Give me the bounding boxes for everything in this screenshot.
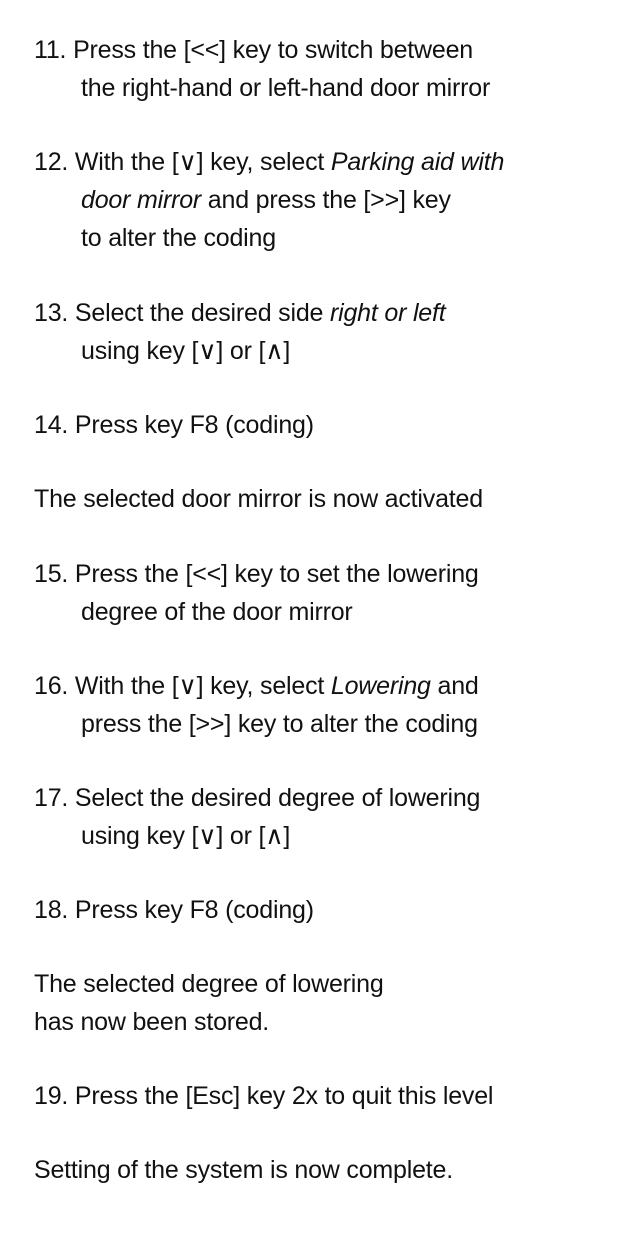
step-text: using key [∨] or [∧] (81, 822, 291, 850)
status-note: The selected degree of lowering has now been stored. (34, 970, 384, 1036)
step-text: to alter the coding (81, 224, 276, 252)
step-text: and (430, 672, 479, 700)
step-text: the right-hand or left-hand door mirror (81, 74, 491, 102)
step-13 (34, 294, 614, 370)
step-12 (34, 143, 614, 257)
menu-option-name: door mirror (81, 186, 202, 214)
step-text: using key [∨] or [∧] (81, 337, 291, 365)
step-text: Press the [<<] key to switch between (73, 36, 474, 64)
step-18 (34, 891, 614, 929)
step-15 (34, 555, 614, 631)
step-number: 16. (34, 672, 69, 700)
step-11 (34, 31, 614, 107)
step-number: 14. (34, 411, 69, 439)
step-text: Press key F8 (coding) (74, 411, 314, 439)
step-14 (34, 406, 614, 444)
step-number: 11. (34, 36, 67, 64)
step-number: 13. (34, 299, 69, 327)
menu-option-name: Parking aid with (330, 148, 505, 176)
menu-option-name: Lowering (330, 672, 431, 700)
option-value: right or left (329, 299, 446, 327)
step-19 (34, 1077, 614, 1115)
step-text: Press key F8 (coding) (74, 896, 314, 924)
step-number: 17. (34, 784, 69, 812)
step-text: degree of the door mirror (81, 598, 353, 626)
step-text: With the [∨] key, select (74, 672, 331, 700)
step-text: With the [∨] key, select (74, 148, 331, 176)
step-text: Select the desired degree of lowering (74, 784, 481, 812)
step-number: 12. (34, 148, 69, 176)
step-17 (34, 779, 614, 855)
step-16 (34, 667, 614, 743)
status-note: Setting of the system is now complete. (34, 1156, 453, 1184)
step-text: and press the [>>] key (201, 186, 451, 214)
step-text: Select the desired side (74, 299, 330, 327)
step-number: 15. (34, 560, 69, 588)
status-note: The selected door mirror is now activated (34, 485, 483, 513)
step-number: 19. (34, 1082, 69, 1110)
step-number: 18. (34, 896, 69, 924)
step-text: press the [>>] key to alter the coding (81, 710, 478, 738)
step-text: Press the [<<] key to set the lowering (74, 560, 479, 588)
step-text: Press the [Esc] key 2x to quit this level (74, 1082, 494, 1110)
